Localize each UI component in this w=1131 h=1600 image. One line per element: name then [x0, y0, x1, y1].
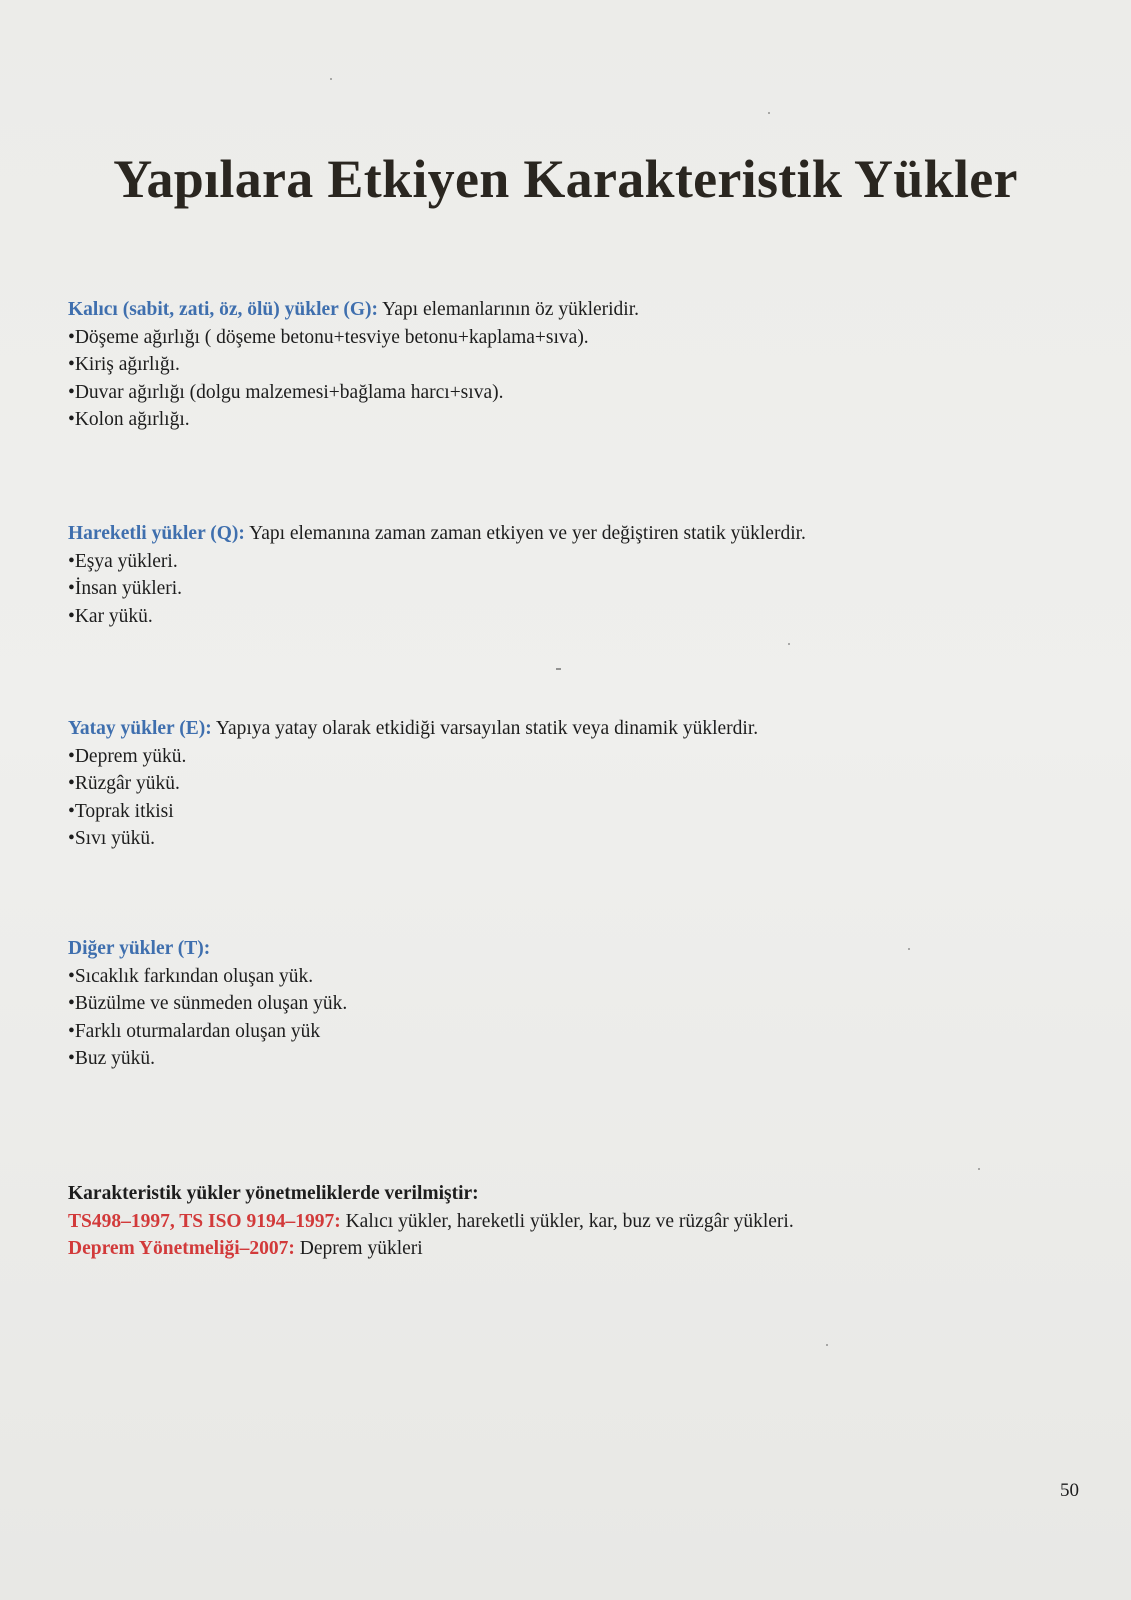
scan-speck	[978, 1168, 980, 1170]
list-item: •Kiriş ağırlığı.	[68, 354, 180, 375]
list-item: •Kolon ağırlığı.	[68, 409, 190, 430]
reference-line	[68, 1235, 1068, 1263]
scan-speck	[788, 643, 790, 645]
list-item: •Döşeme ağırlığı ( döşeme betonu+tesviye betonu+kaplama+sıva).	[68, 326, 589, 348]
section-heading-line	[68, 296, 1068, 324]
scan-speck	[330, 78, 332, 80]
section-permanent-loads	[68, 296, 1068, 434]
reference-label: Deprem Yönetmeliği–2007:	[68, 1238, 295, 1259]
scan-speck	[908, 948, 910, 950]
section-heading-line	[68, 935, 1068, 963]
list-item: •Büzülme ve sünmeden oluşan yük.	[68, 993, 348, 1014]
section-label: Yatay yükler (E):	[68, 718, 212, 739]
section-description: Yapı elemanına zaman zaman etkiyen ve yer değiştiren statik yüklerdir.	[244, 523, 806, 544]
section-heading-line	[68, 520, 1068, 548]
list-item: •Toprak itkisi	[68, 800, 174, 822]
section-label: Kalıcı (sabit, zati, öz, ölü) yükler (G):	[68, 299, 378, 320]
list-item: •Buz yükü.	[68, 1048, 155, 1069]
section-label: Diğer yükler (T):	[68, 938, 211, 959]
scan-speck	[556, 668, 561, 670]
list-item: •Farklı oturmalardan oluşan yük	[68, 1020, 321, 1042]
section-description: Yapıya yatay olarak etkidiği varsayılan statik veya dinamik yüklerdir.	[211, 718, 759, 739]
section-other-loads	[68, 935, 1068, 1073]
list-item: •Eşya yükleri.	[68, 550, 178, 572]
section-description: Yapı elemanlarının öz yükleridir.	[377, 299, 640, 320]
section-label: Hareketli yükler (Q):	[68, 523, 245, 544]
list-item: •Duvar ağırlığı (dolgu malzemesi+bağlama harcı+sıva).	[68, 381, 504, 403]
page-number: 50	[1060, 1480, 1079, 1501]
reference-label: TS498–1997, TS ISO 9194–1997:	[68, 1210, 341, 1232]
reference-text: Kalıcı yükler, hareketli yükler, kar, buz ve rüzgâr yükleri.	[340, 1210, 794, 1232]
list-item: •Sıvı yükü.	[68, 828, 156, 849]
scan-speck	[826, 1344, 828, 1346]
page-title: Yapılara Etkiyen Karakteristik Yükler	[113, 149, 1018, 209]
reference-text: Deprem yükleri	[294, 1238, 423, 1259]
list-item: •Sıcaklık farkından oluşan yük.	[68, 965, 314, 987]
list-item: •Kar yükü.	[68, 605, 153, 627]
section-lateral-loads	[68, 715, 1068, 853]
scan-speck	[768, 112, 770, 114]
section-live-loads	[68, 520, 1068, 630]
list-item: •Rüzgâr yükü.	[68, 773, 180, 794]
section-heading-line	[68, 715, 1068, 743]
list-item: •İnsan yükleri.	[68, 578, 183, 599]
references-heading: Karakteristik yükler yönetmeliklerde verilmiştir:	[68, 1183, 479, 1204]
list-item: •Deprem yükü.	[68, 745, 187, 767]
reference-line	[68, 1208, 1068, 1236]
section-references	[68, 1180, 1068, 1263]
